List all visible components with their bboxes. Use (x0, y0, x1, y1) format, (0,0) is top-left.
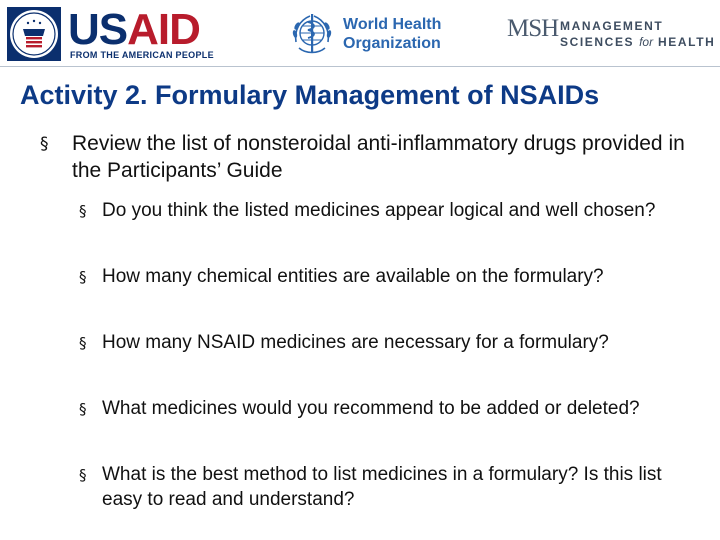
usaid-wordmark (68, 6, 200, 54)
bullet-icon: § (79, 268, 87, 286)
msh-name-line2 (560, 34, 715, 50)
msh-mark: MSH (507, 15, 559, 42)
list-item-text: What medicines would you recommend to be added or deleted? (102, 398, 640, 419)
list-item-text: Do you think the listed medicines appear logical and well chosen? (102, 200, 656, 221)
list-item (79, 462, 679, 512)
msh-name (560, 18, 715, 50)
list-item-text: How many chemical entities are available on the formulary? (102, 266, 604, 287)
usaid-logo (6, 6, 248, 62)
bullet-icon: § (79, 334, 87, 352)
who-logo (286, 8, 456, 62)
msh-logo (507, 12, 717, 56)
who-name-line1: World Health (343, 16, 442, 33)
usaid-tagline: FROM THE AMERICAN PEOPLE (70, 50, 214, 60)
msh-name-line2-a: SCIENCES (560, 35, 640, 49)
usaid-seal-icon (6, 6, 62, 62)
list-item-text: How many NSAID medicines are necessary for a formulary? (102, 332, 609, 353)
list-item (79, 198, 679, 223)
msh-name-line2-for: for (639, 35, 654, 49)
bullet-icon: § (79, 202, 87, 220)
who-emblem-icon (286, 8, 338, 60)
logo-bar (0, 0, 720, 66)
bullet-icon: § (40, 134, 49, 154)
msh-name-line2-b: HEALTH (653, 35, 716, 49)
list-item (79, 264, 679, 289)
usaid-wordmark-us: US (68, 5, 128, 54)
usaid-wordmark-aid: AID (127, 5, 200, 54)
list-item-text: What is the best method to list medicines in a formulary? Is this list easy to read and understand? (102, 464, 662, 510)
list-item (79, 396, 679, 421)
list-item (40, 130, 700, 184)
bullet-icon: § (79, 400, 87, 418)
list-item-text: Review the list of nonsteroidal anti-inflammatory drugs provided in the Participants’ Guide (72, 132, 685, 182)
who-name (343, 15, 441, 53)
page-title: Activity 2. Formulary Management of NSAIDs (20, 80, 600, 110)
msh-name-line1: MANAGEMENT (560, 19, 664, 33)
header-divider (0, 66, 720, 67)
bullet-icon: § (79, 466, 87, 484)
list-item (79, 330, 679, 355)
who-name-line2: Organization (343, 35, 441, 52)
